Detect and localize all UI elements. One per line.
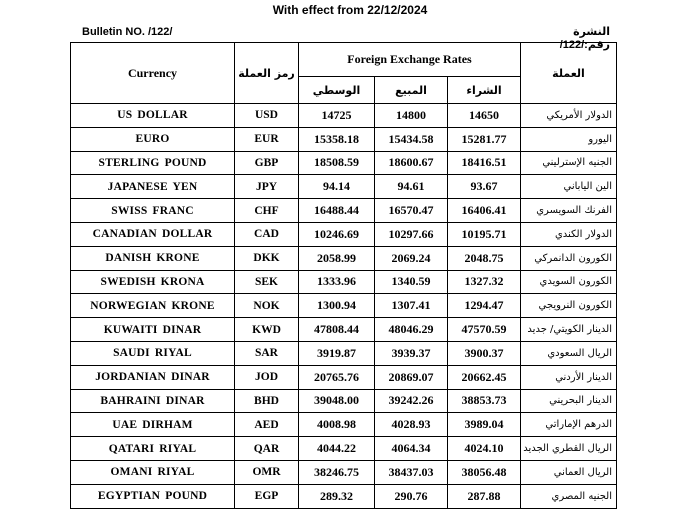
currency-code: OMR (235, 460, 299, 484)
buy-rate: 287.88 (448, 484, 521, 508)
middle-rate: 18508.59 (299, 151, 375, 175)
table-row (71, 294, 617, 318)
sell-rate: 290.76 (375, 484, 448, 508)
bulletin-number-en: Bulletin NO. /122/ (82, 26, 173, 38)
buy-rate: 1294.47 (448, 294, 521, 318)
sell-rate: 48046.29 (375, 318, 448, 342)
buy-rate: 3900.37 (448, 341, 521, 365)
sell-rate: 39242.26 (375, 389, 448, 413)
buy-rate: 10195.71 (448, 222, 521, 246)
currency-name-ar: الجنيه المصري (521, 484, 617, 508)
currency-code: SAR (235, 341, 299, 365)
sell-rate: 20869.07 (375, 365, 448, 389)
currency-code: DKK (235, 246, 299, 270)
middle-rate: 16488.44 (299, 199, 375, 223)
buy-rate-header: الشراء (448, 77, 521, 104)
table-row (71, 484, 617, 508)
currency-name: EGYPTIAN POUND (71, 484, 235, 508)
buy-rate: 2048.75 (448, 246, 521, 270)
buy-rate: 3989.04 (448, 413, 521, 437)
effective-date-title: With effect from 22/12/2024 (272, 3, 428, 17)
middle-rate: 4044.22 (299, 437, 375, 461)
currency-name: SAUDI RIYAL (71, 341, 235, 365)
currency-code: JOD (235, 365, 299, 389)
table-row (71, 199, 617, 223)
currency-name: BAHRAINI DINAR (71, 389, 235, 413)
buy-rate: 14650 (448, 104, 521, 128)
table-row (71, 246, 617, 270)
sell-rate: 38437.03 (375, 460, 448, 484)
currency-code: BHD (235, 389, 299, 413)
sell-rate: 94.61 (375, 175, 448, 199)
table-row (71, 222, 617, 246)
table-row (71, 151, 617, 175)
middle-rate: 39048.00 (299, 389, 375, 413)
currency-name: JORDANIAN DINAR (71, 365, 235, 389)
currency-code: GBP (235, 151, 299, 175)
middle-rate: 2058.99 (299, 246, 375, 270)
currency-name-ar: الين الياباني (521, 175, 617, 199)
currency-code: JPY (235, 175, 299, 199)
middle-rate: 14725 (299, 104, 375, 128)
bulletin-number-ar: النشرة رقم:/122/ (559, 26, 610, 51)
currency-name-ar: الدرهم الإماراتي (521, 413, 617, 437)
currency-name-ar: الريال السعودي (521, 341, 617, 365)
middle-rate: 4008.98 (299, 413, 375, 437)
sell-rate: 18600.67 (375, 151, 448, 175)
currency-name: JAPANESE YEN (71, 175, 235, 199)
middle-rate: 3919.87 (299, 341, 375, 365)
exchange-rates-table (70, 42, 617, 509)
currency-name-ar: الكورون الدانمركي (521, 246, 617, 270)
middle-rate: 10246.69 (299, 222, 375, 246)
sell-rate: 1340.59 (375, 270, 448, 294)
currency-code: EUR (235, 127, 299, 151)
currency-code: SEK (235, 270, 299, 294)
table-row (71, 175, 617, 199)
buy-rate: 16406.41 (448, 199, 521, 223)
currency-code: EGP (235, 484, 299, 508)
currency-ar-column-header: العملة (521, 43, 617, 104)
middle-rate: 1300.94 (299, 294, 375, 318)
currency-name: UAE DIRHAM (71, 413, 235, 437)
currency-name-ar: الكورون النرويجي (521, 294, 617, 318)
currency-name: SWISS FRANC (71, 199, 235, 223)
table-row (71, 270, 617, 294)
table-row (71, 127, 617, 151)
sell-rate: 10297.66 (375, 222, 448, 246)
currency-code: QAR (235, 437, 299, 461)
buy-rate: 1327.32 (448, 270, 521, 294)
currency-code: KWD (235, 318, 299, 342)
sell-rate: 4028.93 (375, 413, 448, 437)
table-row (71, 460, 617, 484)
currency-code: CHF (235, 199, 299, 223)
buy-rate: 18416.51 (448, 151, 521, 175)
currency-name: DANISH KRONE (71, 246, 235, 270)
sell-rate: 15434.58 (375, 127, 448, 151)
currency-name-ar: الكورون السويدي (521, 270, 617, 294)
buy-rate: 47570.59 (448, 318, 521, 342)
middle-rate: 289.32 (299, 484, 375, 508)
currency-name: US DOLLAR (71, 104, 235, 128)
fx-rates-header: Foreign Exchange Rates (299, 43, 521, 77)
buy-rate: 38853.73 (448, 389, 521, 413)
currency-name-ar: الدينار الكويتي/ جديد (521, 318, 617, 342)
currency-name: NORWEGIAN KRONE (71, 294, 235, 318)
currency-name-ar: الريال العماني (521, 460, 617, 484)
table-row (71, 437, 617, 461)
middle-rate: 94.14 (299, 175, 375, 199)
buy-rate: 20662.45 (448, 365, 521, 389)
table-row (71, 318, 617, 342)
currency-code: CAD (235, 222, 299, 246)
middle-rate: 20765.76 (299, 365, 375, 389)
currency-name-ar: الريال القطري الجديد (521, 437, 617, 461)
middle-rate-header: الوسطي (299, 77, 375, 104)
sell-rate-header: المبيع (375, 77, 448, 104)
sell-rate: 4064.34 (375, 437, 448, 461)
currency-name-ar: الدولار الأمريكي (521, 104, 617, 128)
currency-name-ar: اليورو (521, 127, 617, 151)
table-row (71, 104, 617, 128)
table-row (71, 341, 617, 365)
sell-rate: 1307.41 (375, 294, 448, 318)
currency-name: EURO (71, 127, 235, 151)
buy-rate: 15281.77 (448, 127, 521, 151)
currency-code: AED (235, 413, 299, 437)
sell-rate: 14800 (375, 104, 448, 128)
currency-code: NOK (235, 294, 299, 318)
table-row (71, 413, 617, 437)
currency-name-ar: الدينار الأردني (521, 365, 617, 389)
sell-rate: 2069.24 (375, 246, 448, 270)
currency-name: QATARI RIYAL (71, 437, 235, 461)
currency-name: STERLING POUND (71, 151, 235, 175)
middle-rate: 47808.44 (299, 318, 375, 342)
currency-name-ar: الدينار البحريني (521, 389, 617, 413)
currency-code: USD (235, 104, 299, 128)
currency-name-ar: الفرنك السويسري (521, 199, 617, 223)
currency-name-ar: الجنيه الإسترليني (521, 151, 617, 175)
buy-rate: 4024.10 (448, 437, 521, 461)
table-row (71, 389, 617, 413)
middle-rate: 15358.18 (299, 127, 375, 151)
rates-body (71, 104, 617, 509)
sell-rate: 3939.37 (375, 341, 448, 365)
currency-name: OMANI RIYAL (71, 460, 235, 484)
buy-rate: 93.67 (448, 175, 521, 199)
currency-name: SWEDISH KRONA (71, 270, 235, 294)
middle-rate: 1333.96 (299, 270, 375, 294)
middle-rate: 38246.75 (299, 460, 375, 484)
code-column-header: رمز العملة (235, 43, 299, 104)
currency-name: CANADIAN DOLLAR (71, 222, 235, 246)
currency-name: KUWAITI DINAR (71, 318, 235, 342)
table-row (71, 365, 617, 389)
currency-column-header: Currency (71, 43, 235, 104)
sell-rate: 16570.47 (375, 199, 448, 223)
currency-name-ar: الدولار الكندي (521, 222, 617, 246)
buy-rate: 38056.48 (448, 460, 521, 484)
